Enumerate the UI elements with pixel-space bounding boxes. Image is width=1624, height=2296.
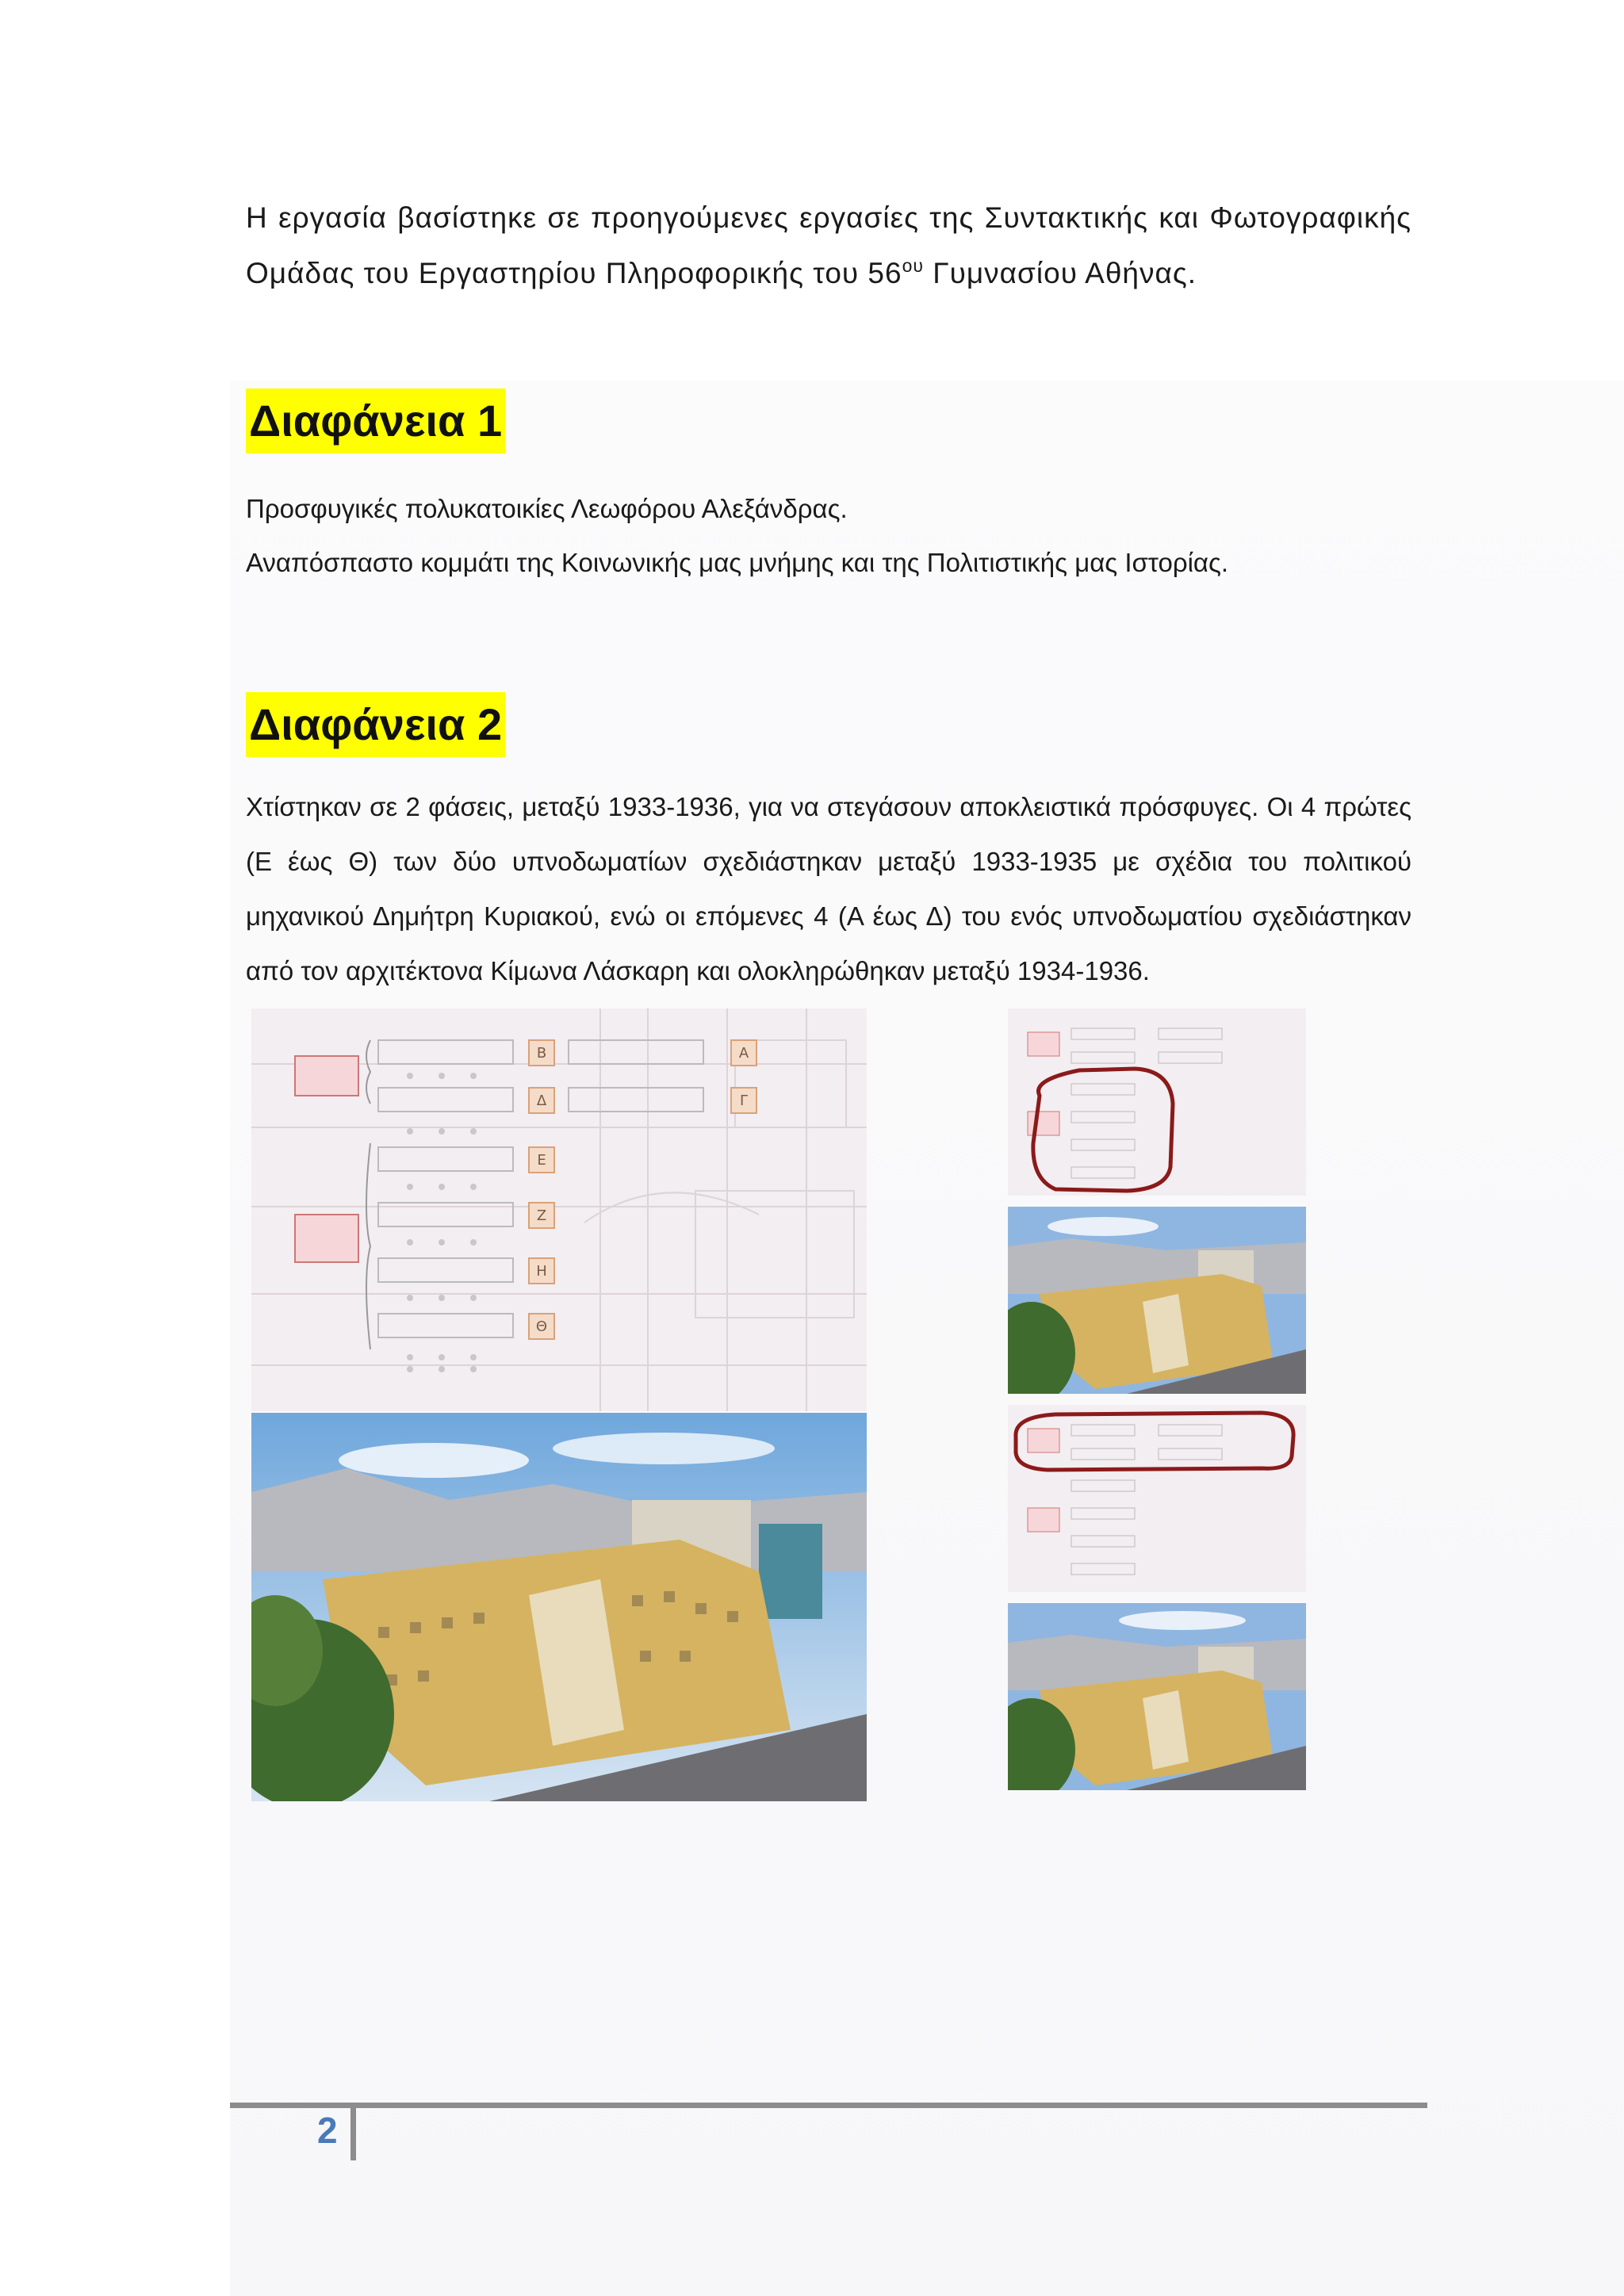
buildings-photo-thumb-1 xyxy=(1008,1207,1306,1394)
intro-paragraph: Η εργασία βασίστηκε σε προηγούμενες εργασίες της Συντακτικής και Φωτογραφικής Ομάδας του Εργαστηρίου Πληροφορικής του $56^{o\upsilon}$ Γυμνασίου Αθήνας. xyxy=(246,201,1411,289)
page-number: 2 xyxy=(317,2110,338,2151)
slide-1-line-1: Προσφυγικές πολυκατοικίες Λεωφόρου Αλεξάνδρας. xyxy=(246,494,848,523)
buildings-photo-large xyxy=(251,1413,867,1801)
plan-label-b: Β xyxy=(536,1045,547,1062)
site-plan-large-image xyxy=(251,1008,867,1411)
slide-1-heading: Διαφάνεια 1 xyxy=(246,388,505,453)
site-plan-thumb-phase2-image xyxy=(1008,1405,1306,1592)
plan-label-h: Η xyxy=(536,1263,547,1280)
plan-label-g: Γ xyxy=(739,1093,749,1109)
plan-label-a: Α xyxy=(738,1045,749,1062)
slide-2-heading: Διαφάνεια 2 xyxy=(246,692,505,757)
footer-rule xyxy=(230,2103,1427,2108)
plan-label-th: Θ xyxy=(535,1318,548,1335)
footer-separator xyxy=(350,2107,356,2160)
site-plan-thumb-phase1-image xyxy=(1008,1008,1306,1196)
plan-label-z: Ζ xyxy=(536,1207,547,1224)
plan-label-e: Ε xyxy=(537,1152,546,1169)
slide-1-line-2: Αναπόσπαστο κομμάτι της Κοινωνικής μας μνήμης και της Πολιτιστικής μας Ιστορίας. xyxy=(246,548,1229,577)
buildings-photo-thumb-2 xyxy=(1008,1603,1306,1790)
slide-2-paragraph: Χτίστηκαν σε 2 φάσεις, μεταξύ 1933-1936, για να στεγάσουν αποκλειστικά πρόσφυγες. Οι 4 πρώτες (Ε έως Θ) των δύο υπνοδωματίων σχεδιάστηκαν μεταξύ 1933-1935 με σχέδια του πολιτικού μηχανικού Δημήτρη Κυριακού, ενώ οι επόμενες 4 (Α έως Δ) του ενός υπνοδωματίου σχεδιάστηκαν από τον αρχιτέκτονα Κίμωνα Λάσκαρη και ολοκληρώθηκαν μεταξύ 1934-1936. xyxy=(246,792,1411,985)
slide-1-text xyxy=(246,482,1411,590)
plan-label-d: Δ xyxy=(536,1093,547,1109)
